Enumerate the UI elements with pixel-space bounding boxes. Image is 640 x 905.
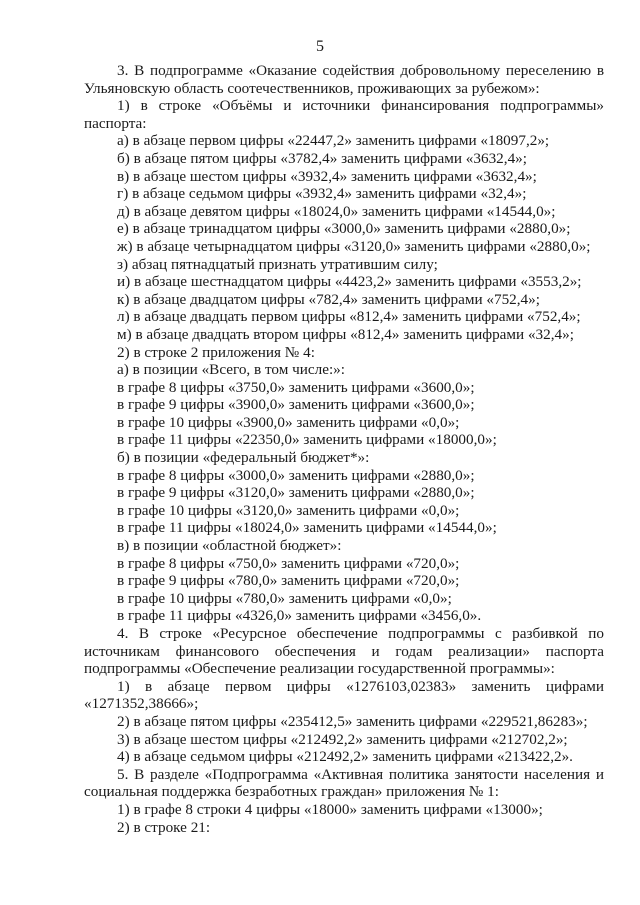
page-number: 5 <box>316 38 324 55</box>
list-item: а) в абзаце первом цифры «22447,2» заменить цифрами «18097,2»; <box>117 132 550 150</box>
list-item: 2) в строке 2 приложения № 4: <box>117 343 315 361</box>
list-item: в) в абзаце шестом цифры «3932,4» заменить цифрами «3632,4»; <box>117 167 537 185</box>
paragraph-item-1-section-4: 1) в абзаце первом цифры «1276103,02383» заменить цифрами «1271352,38666»; <box>84 677 604 713</box>
list-item: з) абзац пятнадцатый признать утратившим силу; <box>117 255 438 273</box>
list-item: в графе 10 цифры «3120,0» заменить цифрами «0,0»; <box>117 501 460 519</box>
list-item: в графе 10 цифры «780,0» заменить цифрами «0,0»; <box>117 589 452 607</box>
list-item: 1) в графе 8 строки 4 цифры «18000» заменить цифрами «13000»; <box>117 800 543 818</box>
list-item: в графе 8 цифры «750,0» заменить цифрами «720,0»; <box>117 554 460 572</box>
list-item: б) в абзаце пятом цифры «3782,4» заменить цифрами «3632,4»; <box>117 149 527 167</box>
paragraph-section-5: 5. В разделе «Подпрограмма «Активная политика занятости населения и социальная поддержка безработных граждан» приложения № 1: <box>84 765 604 801</box>
list-item: е) в абзаце тринадцатом цифры «3000,0» заменить цифрами «2880,0»; <box>117 220 571 238</box>
paragraph-section-4: 4. В строке «Ресурсное обеспечение подпрограммы с разбивкой по источникам финансового обеспечения и годам реализации» паспорта подпрограммы «Обеспечение реализации государственной программы»: <box>84 625 604 678</box>
list-item: м) в абзаце двадцать втором цифры «812,4» заменить цифрами «32,4»; <box>117 325 574 343</box>
list-item: 2) в строке 21: <box>117 818 211 836</box>
list-item: 4) в абзаце седьмом цифры «212492,2» заменить цифрами «213422,2». <box>117 748 573 766</box>
list-item: в графе 11 цифры «18024,0» заменить цифрами «14544,0»; <box>117 519 497 537</box>
list-item: в графе 11 цифры «4326,0» заменить цифрами «3456,0». <box>117 607 482 625</box>
list-item: в графе 9 цифры «3900,0» заменить цифрами «3600,0»; <box>117 396 475 414</box>
paragraph-section-3: 3. В подпрограмме «Оказание содействия добровольному переселению в Ульяновскую область соотечественников, проживающих за рубежом»: <box>84 62 604 97</box>
list-item: в графе 9 цифры «3120,0» заменить цифрами «2880,0»; <box>117 484 475 502</box>
list-item: ж) в абзаце четырнадцатом цифры «3120,0» заменить цифрами «2880,0»; <box>117 237 591 255</box>
document-body <box>84 62 604 836</box>
list-item: б) в позиции «федеральный бюджет*»: <box>117 449 370 467</box>
list-item: г) в абзаце седьмом цифры «3932,4» заменить цифрами «32,4»; <box>117 185 527 203</box>
list-item: 3) в абзаце шестом цифры «212492,2» заменить цифрами «212702,2»; <box>117 730 568 748</box>
list-item: л) в абзаце двадцать первом цифры «812,4» заменить цифрами «752,4»; <box>117 308 581 326</box>
list-item: в) в позиции «областной бюджет»: <box>117 537 342 555</box>
list-item: в графе 10 цифры «3900,0» заменить цифрами «0,0»; <box>117 413 460 431</box>
list-item: в графе 8 цифры «3750,0» заменить цифрами «3600,0»; <box>117 378 475 396</box>
list-item: и) в абзаце шестнадцатом цифры «4423,2» заменить цифрами «3553,2»; <box>117 273 582 291</box>
list-item: д) в абзаце девятом цифры «18024,0» заменить цифрами «14544,0»; <box>117 202 556 220</box>
list-item: а) в позиции «Всего, в том числе:»: <box>117 361 345 379</box>
paragraph-item-1: 1) в строке «Объёмы и источники финансирования подпрограммы» паспорта: <box>84 97 604 132</box>
list-item: 2) в абзаце пятом цифры «235412,5» заменить цифрами «229521,86283»; <box>117 712 588 730</box>
list-item: в графе 11 цифры «22350,0» заменить цифрами «18000,0»; <box>117 431 497 449</box>
list-item: к) в абзаце двадцатом цифры «782,4» заменить цифрами «752,4»; <box>117 290 540 308</box>
list-item: в графе 8 цифры «3000,0» заменить цифрами «2880,0»; <box>117 466 475 484</box>
list-item: в графе 9 цифры «780,0» заменить цифрами «720,0»; <box>117 572 460 590</box>
